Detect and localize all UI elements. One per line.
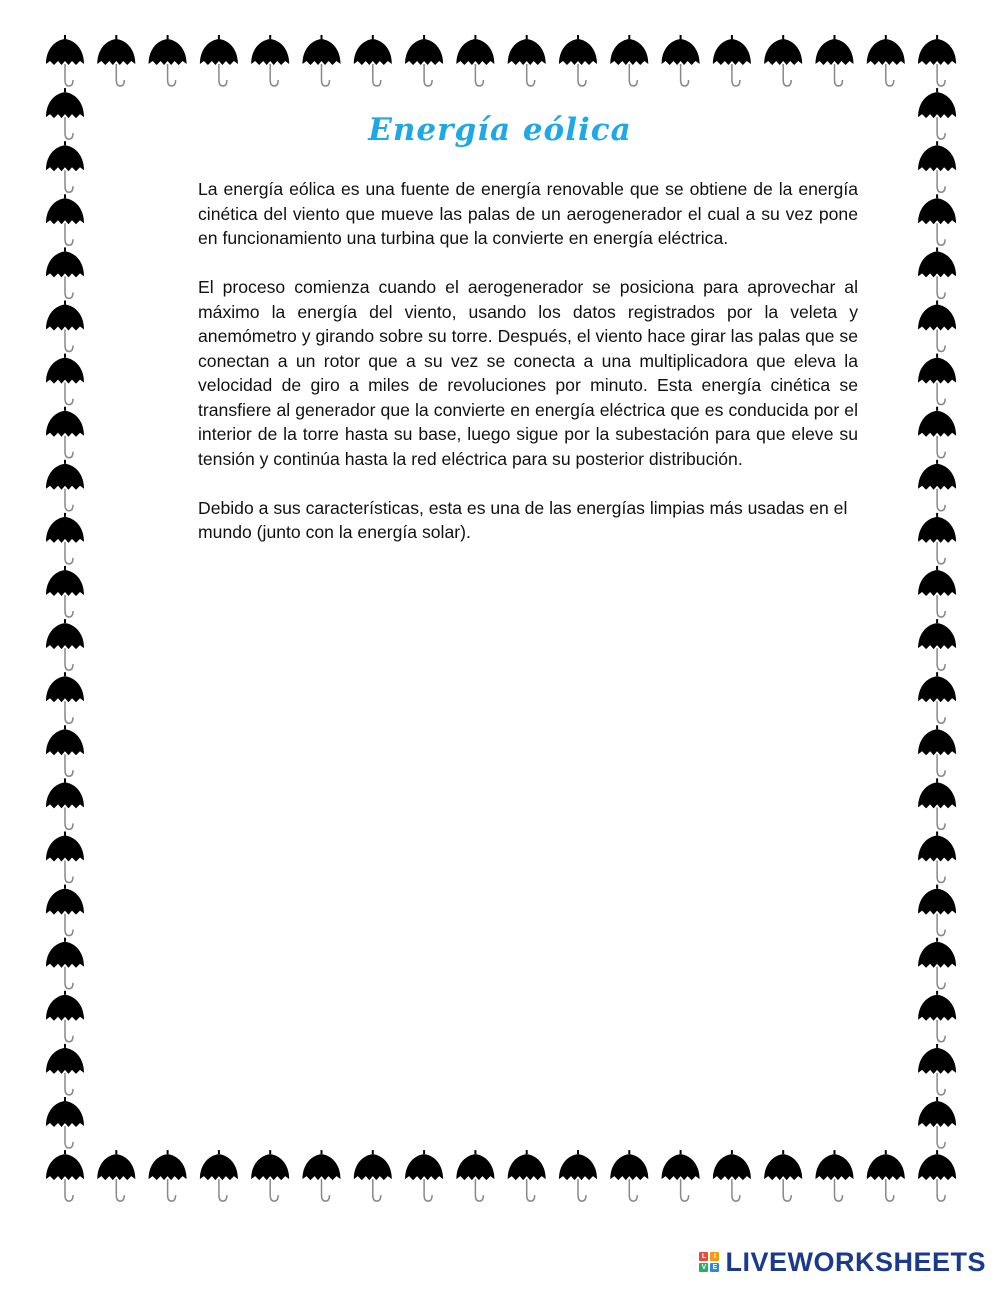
umbrella-icon (46, 672, 84, 723)
logo-letter-i: I (710, 1252, 719, 1261)
umbrella-icon (508, 1150, 546, 1201)
umbrella-icon (918, 778, 956, 829)
umbrella-icon (46, 778, 84, 829)
logo-letter-l: L (699, 1252, 708, 1261)
umbrella-icon (200, 1150, 238, 1201)
umbrella-icon (918, 991, 956, 1042)
umbrella-icon (149, 35, 187, 86)
umbrella-icon (918, 301, 956, 352)
umbrella-icon (46, 460, 84, 511)
umbrella-icon (918, 141, 956, 192)
umbrella-icon (46, 1150, 84, 1201)
umbrella-icon (918, 1097, 956, 1148)
umbrella-icon (918, 938, 956, 989)
umbrella-icon (867, 1150, 905, 1201)
umbrella-icon (456, 1150, 494, 1201)
umbrella-icon (354, 35, 392, 86)
umbrella-icon (354, 1150, 392, 1201)
umbrella-icon (46, 1097, 84, 1148)
umbrella-icon (46, 619, 84, 670)
umbrella-icon (918, 672, 956, 723)
umbrella-icon (867, 35, 905, 86)
umbrella-icon (46, 832, 84, 883)
liveworksheets-brand (699, 1247, 986, 1277)
umbrella-icon (816, 1150, 854, 1201)
umbrella-icon (456, 35, 494, 86)
umbrella-icon (918, 619, 956, 670)
umbrella-icon (46, 725, 84, 776)
umbrella-icon (46, 194, 84, 245)
umbrella-icon (46, 35, 84, 86)
umbrella-icon (918, 194, 956, 245)
umbrella-icon (918, 35, 956, 86)
umbrella-icon (918, 407, 956, 458)
umbrella-icon (508, 35, 546, 86)
umbrella-icon (918, 725, 956, 776)
logo-letter-e: E (710, 1263, 719, 1272)
paragraph-1: La energía eólica es una fuente de energía renovable que se obtiene de la energía cinética del viento que mueve las palas de un aerogenerador el cual a su vez pone en funcionamiento una turbina que la convierte en energía eléctrica. (198, 179, 858, 248)
umbrella-icon (918, 832, 956, 883)
umbrella-icon (46, 354, 84, 405)
umbrella-icon (662, 1150, 700, 1201)
umbrella-icon (918, 460, 956, 511)
umbrella-icon (559, 35, 597, 86)
umbrella-icon (46, 885, 84, 936)
umbrella-icon (918, 1044, 956, 1095)
umbrella-icon (610, 1150, 648, 1201)
umbrella-icon (46, 991, 84, 1042)
umbrella-icon (405, 35, 443, 86)
liveworksheets-logo-icon (699, 1252, 719, 1272)
umbrella-icon (662, 35, 700, 86)
umbrella-icon (46, 566, 84, 617)
umbrella-icon (918, 566, 956, 617)
brand-name: LIVEWORKSHEETS (725, 1246, 986, 1277)
umbrella-icon (46, 407, 84, 458)
umbrella-icon (149, 1150, 187, 1201)
umbrella-icon (46, 513, 84, 564)
umbrella-icon (303, 35, 341, 86)
umbrella-icon (559, 1150, 597, 1201)
umbrella-icon (46, 1044, 84, 1095)
paragraph-2: El proceso comienza cuando el aerogenerador se posiciona para aprovechar al máximo la energía del viento, usando los datos registrados por la veleta y anemómetro y girando sobre su torre. Después, el viento hace girar las palas que se conectan a un rotor que a su vez se conecta a una multiplicadora que eleva la velocidad de giro a miles de revoluciones por minuto. Esta energía cinética se transfiere al generador que la convierte en energía eléctrica que es conducida por el interior de la torre hasta su base, luego sigue por la subestación para que eleve su tensión y continúa hasta la red eléctrica para su posterior distribución. (198, 277, 858, 469)
umbrella-icon (46, 141, 84, 192)
page-title: Energía eólica (368, 112, 632, 148)
umbrella-icon (200, 35, 238, 86)
umbrella-icon (713, 35, 751, 86)
umbrella-icon (46, 938, 84, 989)
umbrella-icon (46, 247, 84, 298)
umbrella-icon (918, 247, 956, 298)
umbrella-icon (251, 35, 289, 86)
umbrella-icon (764, 35, 802, 86)
umbrella-icon (918, 354, 956, 405)
umbrella-icon (918, 1150, 956, 1201)
umbrella-icon (97, 35, 135, 86)
umbrella-icon (918, 513, 956, 564)
umbrella-icon (46, 301, 84, 352)
paragraph-3: Debido a sus características, esta es una de las energías limpias más usadas en el mundo (junto con la energía solar). (198, 497, 848, 542)
umbrella-icon (713, 1150, 751, 1201)
umbrella-icon (764, 1150, 802, 1201)
umbrella-icon (610, 35, 648, 86)
logo-letter-v: V (699, 1263, 708, 1272)
umbrella-icon (405, 1150, 443, 1201)
umbrella-icon (97, 1150, 135, 1201)
umbrella-icon (303, 1150, 341, 1201)
document-body (198, 177, 858, 569)
umbrella-icon (918, 885, 956, 936)
umbrella-icon (251, 1150, 289, 1201)
umbrella-icon (816, 35, 854, 86)
